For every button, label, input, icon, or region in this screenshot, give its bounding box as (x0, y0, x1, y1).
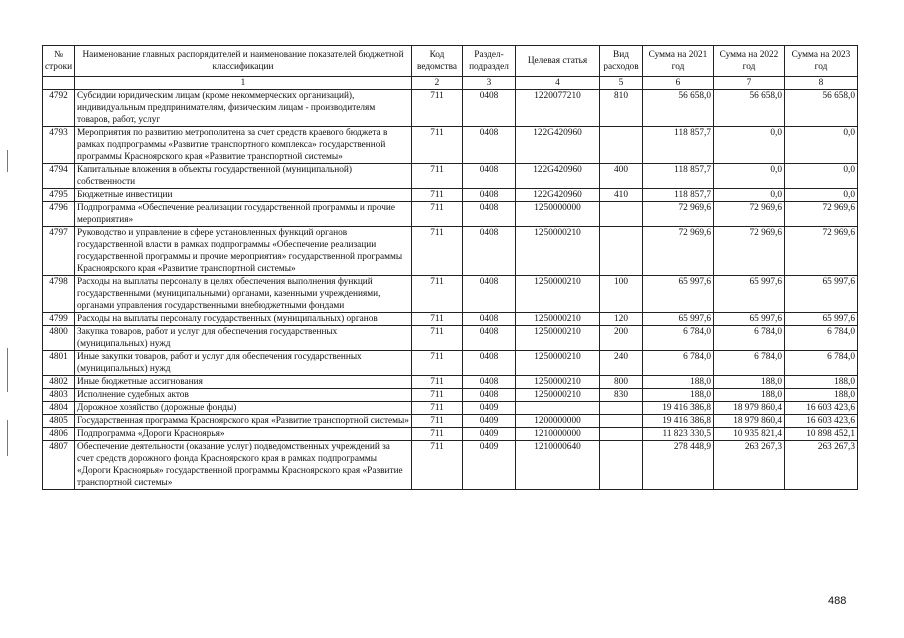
table-row (43, 351, 858, 376)
row-kind: 410 (600, 189, 643, 202)
row-target (516, 402, 600, 415)
row-sum-2021: 188,0 (643, 376, 714, 389)
header-no: № строки (43, 46, 75, 77)
row-sum-2023: 65 997,6 (785, 313, 858, 326)
row-name: Бюджетные инвестиции (75, 189, 412, 202)
row-kind: 810 (600, 90, 643, 127)
row-sum-2023: 0,0 (785, 164, 858, 189)
row-name: Расходы на выплаты персоналу государственных (муниципальных) органов (75, 313, 412, 326)
row-section: 0408 (463, 351, 516, 376)
row-target: 1210000000 (516, 428, 600, 441)
row-sum-2022: 188,0 (714, 376, 785, 389)
row-kind (600, 402, 643, 415)
row-name: Закупка товаров, работ и услуг для обеспечения государственных (муниципальных) нужд (75, 326, 412, 351)
row-sum-2021: 118 857,7 (643, 189, 714, 202)
row-sum-2021: 65 997,6 (643, 313, 714, 326)
row-sum-2021: 19 416 386,8 (643, 415, 714, 428)
row-sum-2021: 188,0 (643, 389, 714, 402)
row-sum-2023: 65 997,6 (785, 276, 858, 313)
header-kind: Вид расходов (600, 46, 643, 77)
column-number: 1 (75, 77, 412, 90)
row-dept: 711 (412, 351, 463, 376)
row-kind: 120 (600, 313, 643, 326)
table-row (43, 428, 858, 441)
header-sum-2022: Сумма на 2022 год (714, 46, 785, 77)
column-number-row (43, 77, 858, 90)
table-row (43, 389, 858, 402)
row-sum-2021: 19 416 386,8 (643, 402, 714, 415)
table-row (43, 189, 858, 202)
column-number (43, 77, 75, 90)
row-number: 4803 (43, 389, 75, 402)
row-name: Иные бюджетные ассигнования (75, 376, 412, 389)
row-number: 4797 (43, 227, 75, 276)
row-dept: 711 (412, 428, 463, 441)
row-sum-2022: 10 935 821,4 (714, 428, 785, 441)
row-sum-2022: 18 979 860,4 (714, 415, 785, 428)
row-sum-2023: 6 784,0 (785, 351, 858, 376)
header-name: Наименование главных распорядителей и наименование показателей бюджетной классификации (75, 46, 412, 77)
row-section: 0408 (463, 164, 516, 189)
row-target: 122G420960 (516, 164, 600, 189)
row-sum-2022: 65 997,6 (714, 276, 785, 313)
row-number: 4807 (43, 441, 75, 490)
table-row (43, 276, 858, 313)
row-kind (600, 415, 643, 428)
row-dept: 711 (412, 389, 463, 402)
header-section: Раздел-подраздел (463, 46, 516, 77)
row-target: 1220077210 (516, 90, 600, 127)
table-row (43, 90, 858, 127)
row-number: 4796 (43, 202, 75, 227)
row-section: 0408 (463, 90, 516, 127)
row-sum-2021: 118 857,7 (643, 127, 714, 164)
row-section: 0408 (463, 326, 516, 351)
row-sum-2022: 72 969,6 (714, 202, 785, 227)
row-target: 1250000210 (516, 276, 600, 313)
row-section: 0408 (463, 189, 516, 202)
row-number: 4804 (43, 402, 75, 415)
row-number: 4798 (43, 276, 75, 313)
row-section: 0409 (463, 441, 516, 490)
row-dept: 711 (412, 127, 463, 164)
row-kind: 830 (600, 389, 643, 402)
row-dept: 711 (412, 415, 463, 428)
row-section: 0408 (463, 227, 516, 276)
row-sum-2022: 188,0 (714, 389, 785, 402)
row-sum-2021: 72 969,6 (643, 227, 714, 276)
row-sum-2022: 72 969,6 (714, 227, 785, 276)
column-number: 2 (412, 77, 463, 90)
row-sum-2022: 0,0 (714, 164, 785, 189)
row-dept: 711 (412, 376, 463, 389)
column-number: 3 (463, 77, 516, 90)
row-name: Субсидии юридическим лицам (кроме некоммерческих организаций), индивидуальным предпринимателям, физическим лицам - производителям товаров, работ, услуг (75, 90, 412, 127)
row-sum-2021: 72 969,6 (643, 202, 714, 227)
row-name: Исполнение судебных актов (75, 389, 412, 402)
row-sum-2023: 56 658,0 (785, 90, 858, 127)
margin-mark (7, 150, 8, 172)
row-kind: 200 (600, 326, 643, 351)
column-number: 7 (714, 77, 785, 90)
header-target: Целевая статья (516, 46, 600, 77)
row-sum-2023: 188,0 (785, 376, 858, 389)
row-sum-2023: 0,0 (785, 127, 858, 164)
row-target: 122G420960 (516, 189, 600, 202)
row-target: 1250000000 (516, 202, 600, 227)
row-dept: 711 (412, 441, 463, 490)
row-dept: 711 (412, 276, 463, 313)
row-number: 4792 (43, 90, 75, 127)
row-sum-2022: 18 979 860,4 (714, 402, 785, 415)
row-target: 1250000210 (516, 326, 600, 351)
row-sum-2022: 0,0 (714, 189, 785, 202)
row-target: 1210000640 (516, 441, 600, 490)
row-kind: 240 (600, 351, 643, 376)
row-target: 1200000000 (516, 415, 600, 428)
budget-table (42, 45, 858, 490)
row-sum-2023: 72 969,6 (785, 227, 858, 276)
table-row (43, 441, 858, 490)
row-sum-2023: 188,0 (785, 389, 858, 402)
column-number: 8 (785, 77, 858, 90)
table-row (43, 227, 858, 276)
row-target: 1250000210 (516, 351, 600, 376)
row-sum-2021: 56 658,0 (643, 90, 714, 127)
table-row (43, 313, 858, 326)
row-name: Иные закупки товаров, работ и услуг для обеспечения государственных (муниципальных) нужд (75, 351, 412, 376)
row-dept: 711 (412, 202, 463, 227)
row-number: 4801 (43, 351, 75, 376)
row-name: Обеспечение деятельности (оказание услуг) подведомственных учреждений за счет средств дорожного фонда Красноярского края в рамках подпрограммы «Дороги Красноярья» государственной программы Красноярского края «Развитие транспортной системы» (75, 441, 412, 490)
column-number: 4 (516, 77, 600, 90)
row-dept: 711 (412, 164, 463, 189)
table-row (43, 402, 858, 415)
row-sum-2022: 65 997,6 (714, 313, 785, 326)
row-name: Государственная программа Красноярского края «Развитие транспортной системы» (75, 415, 412, 428)
row-number: 4802 (43, 376, 75, 389)
header-dept: Код ведомства (412, 46, 463, 77)
row-section: 0408 (463, 313, 516, 326)
row-kind (600, 202, 643, 227)
column-number: 6 (643, 77, 714, 90)
row-sum-2022: 56 658,0 (714, 90, 785, 127)
row-sum-2021: 118 857,7 (643, 164, 714, 189)
row-dept: 711 (412, 227, 463, 276)
row-sum-2023: 72 969,6 (785, 202, 858, 227)
row-number: 4794 (43, 164, 75, 189)
row-target: 122G420960 (516, 127, 600, 164)
row-name: Капитальные вложения в объекты государственной (муниципальной) собственности (75, 164, 412, 189)
row-name: Подпрограмма «Обеспечение реализации государственной программы и прочие мероприятия» (75, 202, 412, 227)
row-dept: 711 (412, 326, 463, 351)
row-name: Руководство и управление в сфере установленных функций органов государственной власти в рамках подпрограммы «Обеспечение реализации государственной программы и прочие мероприятия» государственной программы Красноярского края «Развитие транспортной системы» (75, 227, 412, 276)
column-number: 5 (600, 77, 643, 90)
row-name: Расходы на выплаты персоналу в целях обеспечения выполнения функций государственными (муниципальными) органами, казенными учреждениями, органами управления государственными внебюджетными фондами (75, 276, 412, 313)
table-row (43, 164, 858, 189)
row-sum-2023: 16 603 423,6 (785, 415, 858, 428)
row-dept: 711 (412, 402, 463, 415)
margin-mark (7, 420, 8, 456)
row-sum-2021: 11 823 330,5 (643, 428, 714, 441)
row-section: 0408 (463, 376, 516, 389)
table-row (43, 127, 858, 164)
row-target: 1250000210 (516, 389, 600, 402)
row-number: 4805 (43, 415, 75, 428)
row-number: 4800 (43, 326, 75, 351)
header-sum-2023: Сумма на 2023 год (785, 46, 858, 77)
row-kind (600, 428, 643, 441)
row-name: Подпрограмма «Дороги Красноярья» (75, 428, 412, 441)
row-kind (600, 127, 643, 164)
row-section: 0408 (463, 202, 516, 227)
row-number: 4793 (43, 127, 75, 164)
row-kind: 400 (600, 164, 643, 189)
row-sum-2022: 0,0 (714, 127, 785, 164)
row-section: 0409 (463, 402, 516, 415)
row-sum-2023: 10 898 452,1 (785, 428, 858, 441)
row-section: 0409 (463, 428, 516, 441)
row-number: 4795 (43, 189, 75, 202)
row-section: 0408 (463, 127, 516, 164)
table-row (43, 376, 858, 389)
page-number: 488 (828, 595, 847, 607)
row-sum-2022: 6 784,0 (714, 326, 785, 351)
row-kind (600, 227, 643, 276)
row-name: Мероприятия по развитию метрополитена за счет средств краевого бюджета в рамках подпрограммы «Развитие транспортного комплекса» государственной программы Красноярского края «Развитие транспортной системы» (75, 127, 412, 164)
row-section: 0408 (463, 276, 516, 313)
row-dept: 711 (412, 189, 463, 202)
row-dept: 711 (412, 90, 463, 127)
table-row (43, 415, 858, 428)
row-sum-2022: 6 784,0 (714, 351, 785, 376)
row-kind: 800 (600, 376, 643, 389)
row-name: Дорожное хозяйство (дорожные фонды) (75, 402, 412, 415)
table-row (43, 202, 858, 227)
row-sum-2022: 263 267,3 (714, 441, 785, 490)
row-sum-2023: 6 784,0 (785, 326, 858, 351)
margin-mark (7, 348, 8, 392)
table-row (43, 326, 858, 351)
header-sum-2021: Сумма на 2021 год (643, 46, 714, 77)
row-sum-2023: 16 603 423,6 (785, 402, 858, 415)
row-target: 1250000210 (516, 227, 600, 276)
row-number: 4799 (43, 313, 75, 326)
row-kind (600, 441, 643, 490)
row-target: 1250000210 (516, 376, 600, 389)
row-sum-2021: 65 997,6 (643, 276, 714, 313)
row-sum-2021: 278 448,9 (643, 441, 714, 490)
row-section: 0409 (463, 415, 516, 428)
row-sum-2021: 6 784,0 (643, 326, 714, 351)
row-kind: 100 (600, 276, 643, 313)
row-sum-2023: 263 267,3 (785, 441, 858, 490)
row-number: 4806 (43, 428, 75, 441)
row-dept: 711 (412, 313, 463, 326)
row-target: 1250000210 (516, 313, 600, 326)
header-row (43, 46, 858, 77)
row-sum-2023: 0,0 (785, 189, 858, 202)
row-sum-2021: 6 784,0 (643, 351, 714, 376)
row-section: 0408 (463, 389, 516, 402)
